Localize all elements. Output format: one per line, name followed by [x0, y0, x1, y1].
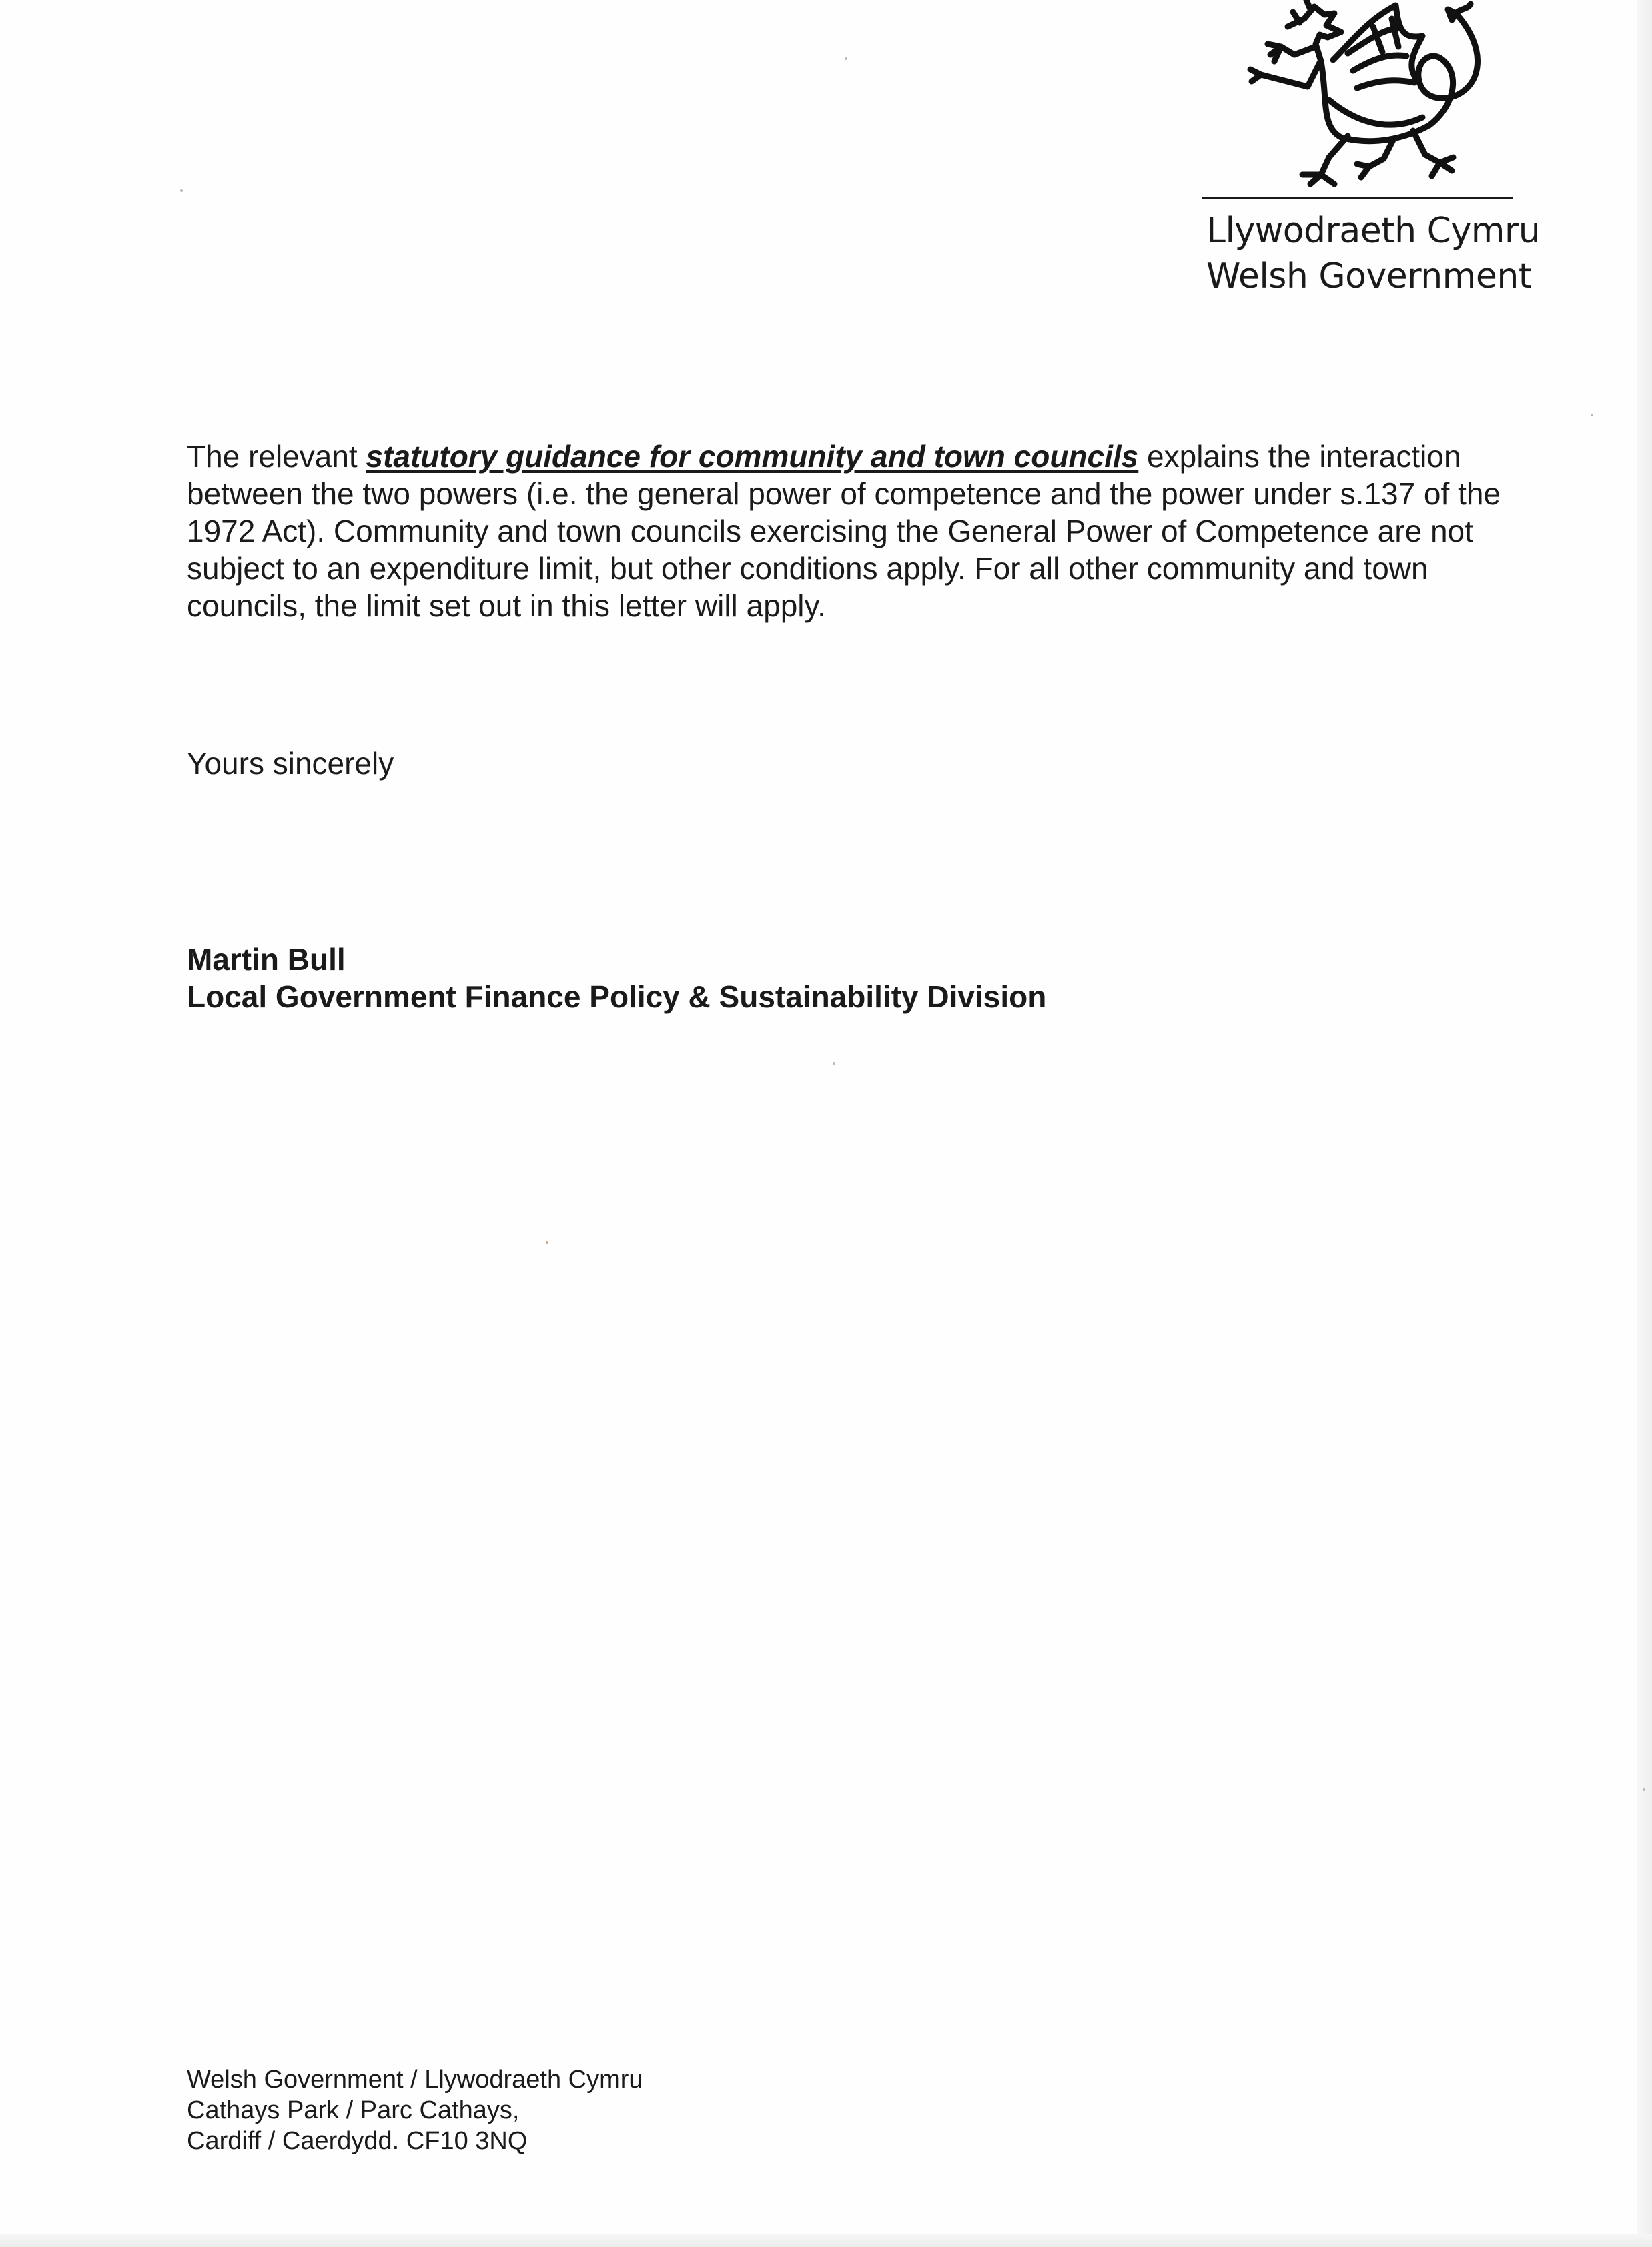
welsh-government-logo: [1194, 0, 1541, 307]
scan-speck: [180, 189, 183, 192]
organisation-name-english: Welsh Government: [1206, 256, 1532, 296]
scan-speck: [833, 1062, 835, 1065]
statutory-guidance-link[interactable]: statutory guidance for community and town councils: [366, 439, 1139, 474]
scan-speck: [546, 1241, 548, 1244]
body-paragraph-prefix: The relevant: [187, 439, 366, 474]
page-edge-shadow: [1637, 0, 1652, 2247]
logo-divider-rule: [1202, 197, 1513, 199]
footer-address-line-2: Cathays Park / Parc Cathays,: [187, 2096, 520, 2124]
organisation-name-welsh: Llywodraeth Cymru: [1206, 211, 1541, 251]
footer-address-line-1: Welsh Government / Llywodraeth Cymru: [187, 2066, 643, 2094]
signatory-block: [187, 941, 1046, 1015]
welsh-dragon-icon: [1241, 0, 1488, 187]
scan-speck: [845, 57, 847, 60]
scan-speck: [1643, 1788, 1645, 1791]
footer-address: [187, 2064, 643, 2156]
footer-address-line-3: Cardiff / Caerdydd. CF10 3NQ: [187, 2127, 528, 2155]
scan-speck: [1591, 414, 1593, 416]
signatory-division: Local Government Finance Policy & Sustainability Division: [187, 979, 1047, 1014]
body-paragraph-suffix: explains the interaction between the two powers (i.e. the general power of competence and the power under s.137 of the 1972 Act). Community and town councils exercising the General Power of Competence are not subject to an expenditure limit, but other conditions apply. For all other community and town councils, the limit set out in this letter will apply.: [187, 439, 1501, 623]
page-bottom-shadow: [0, 2234, 1652, 2247]
closing-salutation: Yours sincerely: [187, 746, 394, 781]
body-paragraph: [187, 438, 1521, 624]
signatory-name: Martin Bull: [187, 942, 346, 977]
